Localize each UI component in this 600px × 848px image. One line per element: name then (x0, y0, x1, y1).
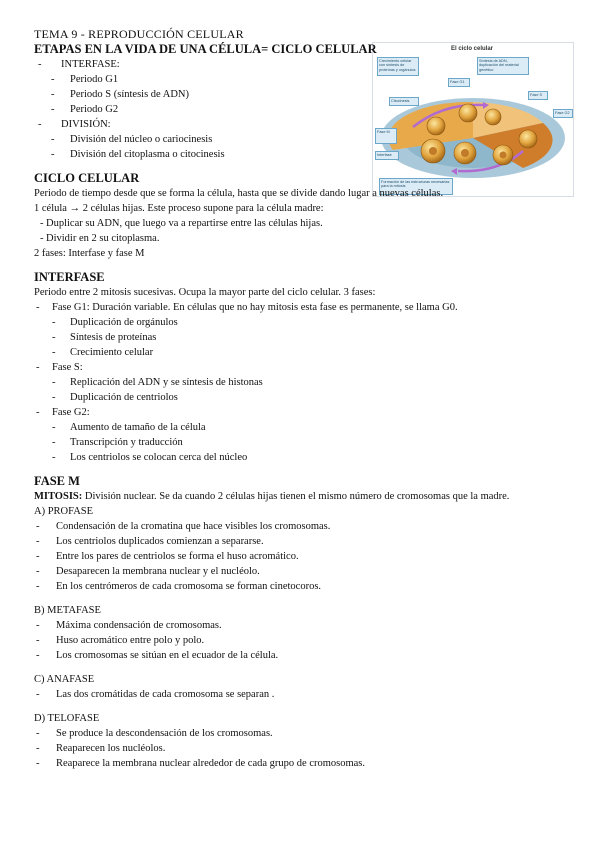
g2-sublist (34, 420, 579, 465)
figure-note-estructuras: Formación de las estructuras necesarias para la mitosis (379, 178, 453, 195)
anafase-list (34, 687, 579, 702)
list-item: - Duplicación de orgánulos (34, 315, 579, 330)
telofase-list (34, 726, 579, 771)
list-item: - Síntesis de proteínas (34, 330, 579, 345)
ciclo-definition: Periodo de tiempo desde que se forma la célula, hasta que se divide dando lugar a nuevas células. (34, 188, 444, 199)
list-item: - Reaparece la membrana nuclear alrededor de cada grupo de cromosomas. (34, 756, 579, 771)
document-title: TEMA 9 - REPRODUCCIÓN CELULAR (34, 27, 244, 41)
figure-note-crecimiento: Crecimiento celular con síntesis de proteínas y orgánulos (377, 57, 419, 76)
list-item: - En los centrómeros de cada cromosoma se forman cinetocoros. (34, 579, 579, 594)
metafase-list (34, 618, 579, 663)
mitosis-text: División nuclear. Se da cuando 2 células hijas tienen el mismo número de cromosomas que la madre. (82, 491, 510, 502)
etapas-list (34, 57, 579, 162)
list-item: - Condensación de la cromatina que hace visibles los cromosomas. (34, 519, 579, 534)
list-item: - Los centriolos se colocan cerca del núcleo (34, 450, 579, 465)
list-item: - Las dos cromátidas de cada cromosoma se separan . (34, 687, 579, 702)
list-item: - Replicación del ADN y se síntesis de histonas (34, 375, 579, 390)
figure-note-interfase: Interfase (375, 151, 399, 160)
interfase-phases (34, 300, 579, 465)
mitosis-definition (34, 489, 579, 504)
figure-note-fase-s: Fase S (528, 91, 548, 100)
list-item: - Periodo G1 (34, 72, 579, 87)
list-item: - Huso acromático entre polo y polo. (34, 633, 579, 648)
g1-text: Fase G1: Duración variable. En células que no hay mitosis esta fase es permanente, se llama G0. (52, 302, 458, 313)
list-item: - Dividir en 2 su citoplasma. (34, 231, 579, 246)
list-item (34, 117, 579, 162)
list-item: - Aumento de tamaño de la célula (34, 420, 579, 435)
list-item (34, 57, 579, 117)
list-item: - Periodo G2 (34, 102, 579, 117)
list-item: - Transcripción y traducción (34, 435, 579, 450)
division-label: DIVISIÓN: (61, 119, 111, 130)
ciclo-intro: 1 célula → 2 células hijas. Este proceso supone para la célula madre: (34, 203, 324, 214)
telofase-heading: D) TELOFASE (34, 713, 100, 724)
list-item: - Duplicar su ADN, que luego va a repartirse entre las células hijas. (34, 216, 579, 231)
figure-note-fase-g2: Fase G2 (553, 109, 573, 118)
list-item: - Duplicación de centriolos (34, 390, 579, 405)
figure-note-fase-g1: Fase G1 (448, 78, 470, 87)
list-item: - Crecimiento celular (34, 345, 579, 360)
list-item (34, 360, 579, 405)
interfase-heading: INTERFASE (34, 270, 105, 284)
figure-note-citocinesis: Citocinesis (389, 97, 419, 106)
g2-text: Fase G2: (52, 407, 90, 418)
s-sublist (34, 375, 579, 405)
list-item: - División del núcleo o cariocinesis (34, 132, 579, 147)
figure-note-fase-m: Fase M (375, 128, 397, 144)
fasem-heading: FASE M (34, 474, 80, 488)
ciclo-list (34, 216, 579, 246)
list-item: - Máxima condensación de cromosomas. (34, 618, 579, 633)
ciclo-fases: 2 fases: Interfase y fase M (34, 248, 145, 259)
figure-note-sintesis: Síntesis de ADN, duplicación del material genético (477, 57, 529, 75)
list-item: - Desaparecen la membrana nuclear y el nucléolo. (34, 564, 579, 579)
profase-heading: A) PROFASE (34, 506, 94, 517)
list-item: - División del citoplasma o citocinesis (34, 147, 579, 162)
interfase-intro: Periodo entre 2 mitosis sucesivas. Ocupa la mayor parte del ciclo celular. 3 fases: (34, 287, 376, 298)
list-item: - Reaparecen los nucléolos. (34, 741, 579, 756)
interfase-sublist (34, 72, 579, 117)
etapas-heading: ETAPAS EN LA VIDA DE UNA CÉLULA= CICLO CELULAR (34, 42, 377, 56)
ciclo-heading: CICLO CELULAR (34, 171, 140, 185)
list-item: - Entre los pares de centriolos se forma el huso acromático. (34, 549, 579, 564)
metafase-heading: B) METAFASE (34, 605, 101, 616)
g1-sublist (34, 315, 579, 360)
list-item (34, 300, 579, 360)
division-sublist (34, 132, 579, 162)
s-text: Fase S: (52, 362, 83, 373)
profase-list (34, 519, 579, 594)
list-item: - Los centriolos duplicados comienzan a separarse. (34, 534, 579, 549)
list-item: - Se produce la descondensación de los cromosomas. (34, 726, 579, 741)
figure-title: El ciclo celular (451, 46, 494, 52)
anafase-heading: C) ANAFASE (34, 674, 95, 685)
list-item (34, 405, 579, 465)
list-item: - Los cromosomas se sitúan en el ecuador de la célula. (34, 648, 579, 663)
mitosis-label: MITOSIS: (34, 491, 83, 502)
document-page (34, 27, 579, 771)
list-item: - Periodo S (síntesis de ADN) (34, 87, 579, 102)
interfase-label: INTERFASE: (61, 59, 120, 70)
